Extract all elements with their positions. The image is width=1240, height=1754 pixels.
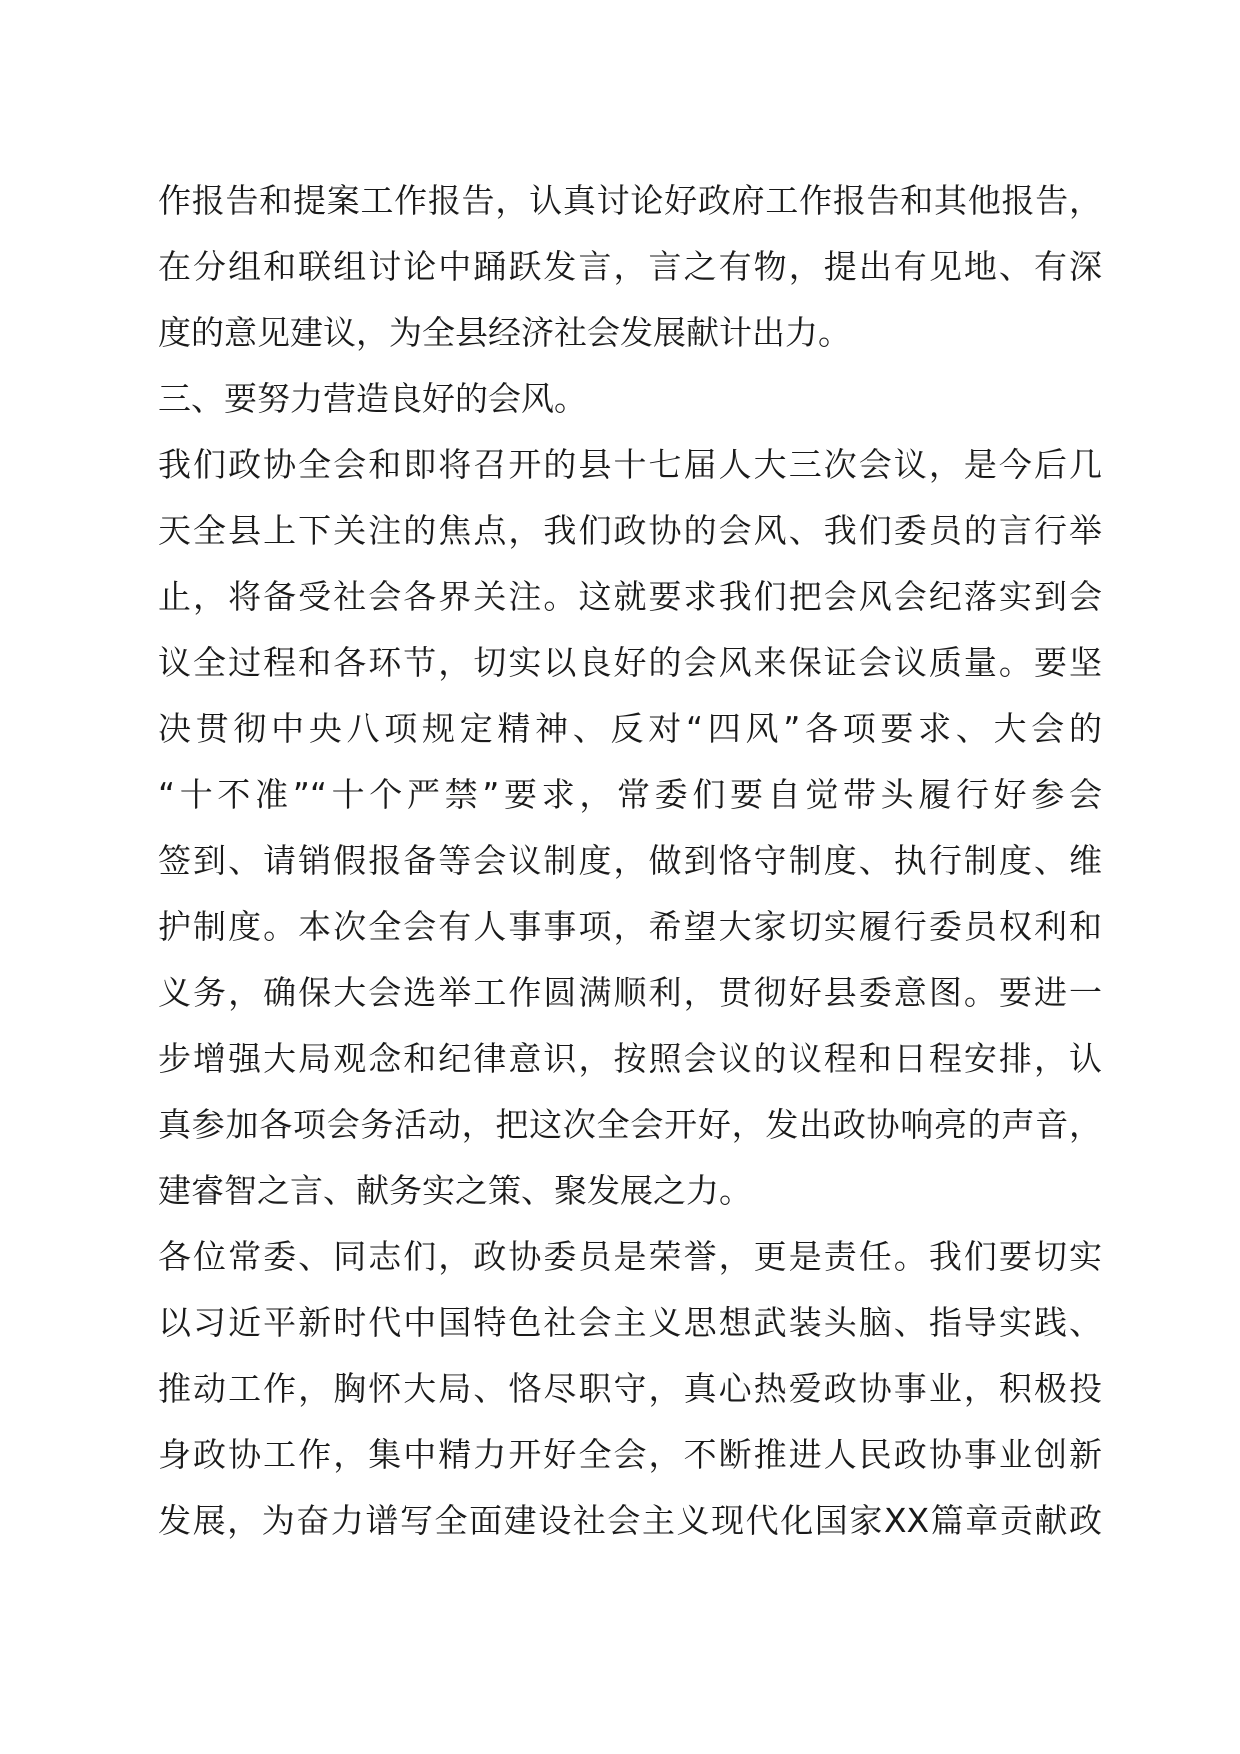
text-line-12: 护制度。本次全会有人事事项，希望大家切实履行委员权利和 <box>158 907 1102 946</box>
section-heading: 三、要努力营造良好的会风。 <box>158 379 587 418</box>
text-line-16: 建睿智之言、献务实之策、聚发展之力。 <box>158 1171 752 1210</box>
text-line-17: 各位常委、同志们，政协委员是荣誉，更是责任。我们要切实 <box>158 1237 1102 1276</box>
text-line-9: 决贯彻中央八项规定精神、反对“四风”各项要求、大会的 <box>158 709 1102 748</box>
text-line-1: 作报告和提案工作报告，认真讨论好政府工作报告和其他报告， <box>158 181 1102 220</box>
text-line-21: 发展，为奋力谱写全面建设社会主义现代化国家XX篇章贡献政 <box>158 1501 1102 1540</box>
text-line-15: 真参加各项会务活动，把这次全会开好，发出政协响亮的声音， <box>158 1105 1102 1144</box>
text-line-10: “十不准”“十个严禁”要求，常委们要自觉带头履行好参会 <box>158 775 1102 814</box>
text-line-6: 天全县上下关注的焦点，我们政协的会风、我们委员的言行举 <box>158 511 1102 550</box>
text-line-18: 以习近平新时代中国特色社会主义思想武装头脑、指导实践、 <box>158 1303 1102 1342</box>
text-line-2: 在分组和联组讨论中踊跃发言，言之有物，提出有见地、有深 <box>158 247 1102 286</box>
text-line-13: 义务，确保大会选举工作圆满顺利，贯彻好县委意图。要进一 <box>158 973 1102 1012</box>
text-line-20: 身政协工作，集中精力开好全会，不断推进人民政协事业创新 <box>158 1435 1102 1474</box>
text-line-7: 止，将备受社会各界关注。这就要求我们把会风会纪落实到会 <box>158 577 1102 616</box>
text-line-5: 我们政协全会和即将召开的县十七届人大三次会议，是今后几 <box>158 445 1102 484</box>
text-line-8: 议全过程和各环节，切实以良好的会风来保证会议质量。要坚 <box>158 643 1102 682</box>
text-line-14: 步增强大局观念和纪律意识，按照会议的议程和日程安排，认 <box>158 1039 1102 1078</box>
text-line-19: 推动工作，胸怀大局、恪尽职守，真心热爱政协事业，积极投 <box>158 1369 1102 1408</box>
text-line-11: 签到、请销假报备等会议制度，做到恪守制度、执行制度、维 <box>158 841 1102 880</box>
document-body <box>158 168 1102 1554</box>
text-line-3: 度的意见建议，为全县经济社会发展献计出力。 <box>158 313 851 352</box>
